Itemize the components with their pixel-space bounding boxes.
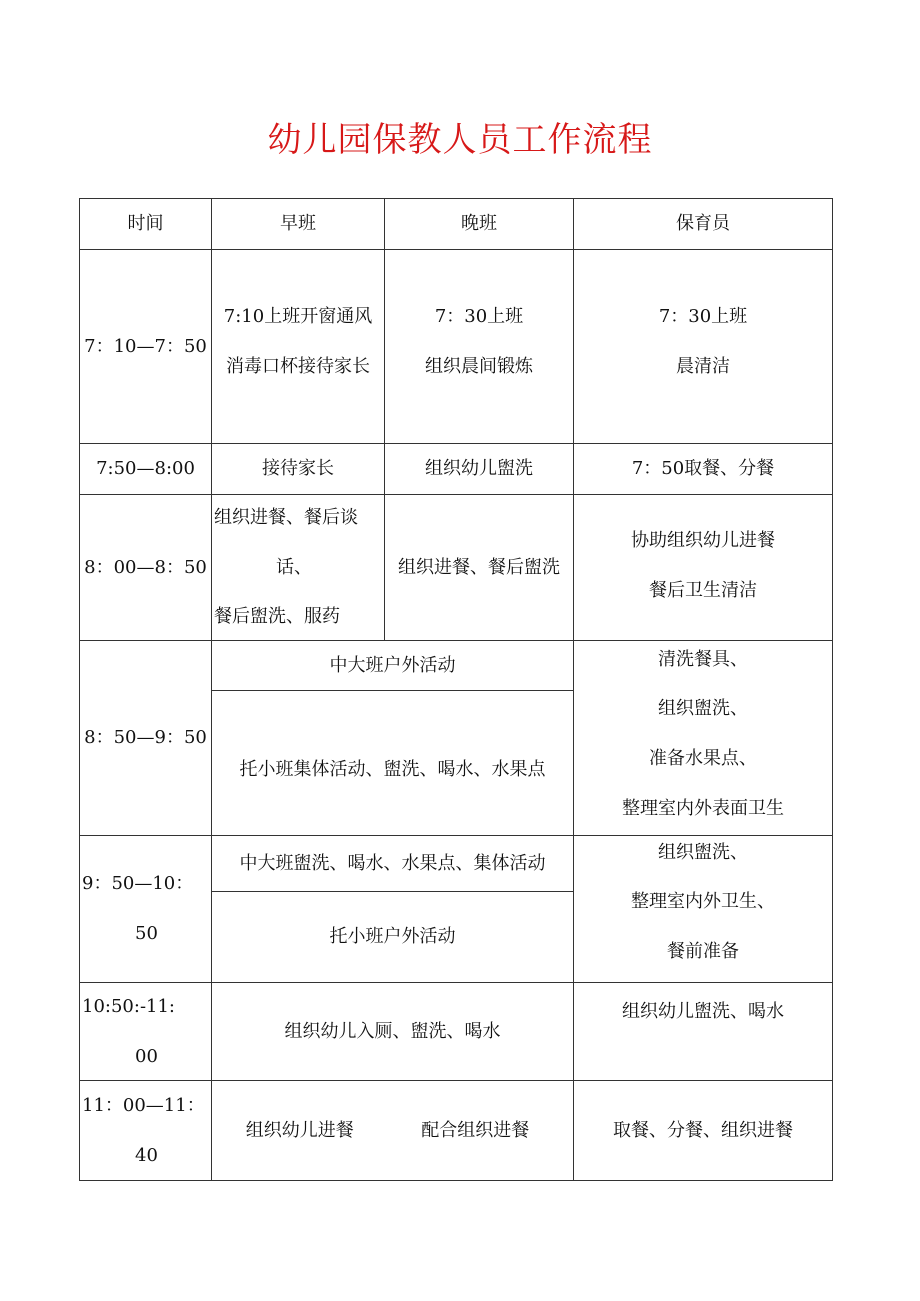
row-time xyxy=(80,1081,212,1181)
header-time: 时间 xyxy=(80,199,212,250)
row-shared-activity-bottom: 托小班户外活动 xyxy=(212,892,574,983)
table-row xyxy=(80,495,833,641)
cell-line: 托小班集体活动、盥洗、喝水、水果点 xyxy=(239,759,546,781)
cell-line: 协助组织幼儿进餐 xyxy=(631,529,775,551)
row-time: 8：00—8：50 xyxy=(80,495,212,641)
row-time: 8：50—9：50 xyxy=(80,641,212,836)
cell-line: 整理室内外表面卫生 xyxy=(622,797,784,819)
cell-line: 餐后盥洗、服药 xyxy=(214,606,340,628)
header-early-shift: 早班 xyxy=(212,199,385,250)
row-shared-activity: 组织幼儿入厕、盥洗、喝水 xyxy=(212,983,574,1081)
row-early-shift: 接待家长 xyxy=(212,444,385,495)
table-row xyxy=(80,641,833,691)
table-row xyxy=(80,250,833,444)
row-caregiver xyxy=(574,495,833,641)
cell-line: 7:10上班开窗通风 xyxy=(223,305,373,327)
cell-line: 10:50:-11: xyxy=(82,995,175,1017)
row-early-shift: 组织幼儿进餐 xyxy=(245,1119,354,1141)
row-time xyxy=(80,983,212,1081)
cell-line: 9：50—10： xyxy=(82,873,194,895)
cell-line: 7：30上班 xyxy=(434,305,524,327)
cell-line: 准备水果点、 xyxy=(649,748,757,769)
row-caregiver xyxy=(574,250,833,444)
cell-line: 11：00—11： xyxy=(82,1094,205,1116)
cell-line: 清洗餐具、 xyxy=(658,648,748,670)
cell-line: 组织盥洗、 xyxy=(658,841,748,863)
cell-line: 餐前准备 xyxy=(667,940,739,962)
table-row xyxy=(80,983,833,1081)
cell-line: 晨清洁 xyxy=(676,355,730,377)
row-early-shift xyxy=(212,495,385,641)
row-shared-activity-top: 中大班盥洗、喝水、水果点、集体活动 xyxy=(212,836,574,892)
cell-line: 00 xyxy=(135,1045,158,1067)
table-header-row xyxy=(80,199,833,250)
row-shared-activity-top: 中大班户外活动 xyxy=(212,641,574,691)
row-time xyxy=(80,836,212,983)
row-caregiver: 组织幼儿盥洗、喝水 xyxy=(574,983,833,1081)
document-title: 幼儿园保教人员工作流程 xyxy=(267,120,653,160)
row-caregiver: 取餐、分餐、组织进餐 xyxy=(574,1081,833,1181)
row-time: 7：10—7：50 xyxy=(80,250,212,444)
table-row xyxy=(80,836,833,892)
row-late-shift: 组织幼儿盥洗 xyxy=(385,444,574,495)
table-row xyxy=(80,1081,833,1181)
schedule-table xyxy=(79,198,833,1181)
row-late-shift xyxy=(385,250,574,444)
cell-line: 40 xyxy=(135,1144,158,1166)
cell-line: 组织盥洗、 xyxy=(658,698,748,720)
cell-line: 7：30上班 xyxy=(658,305,748,327)
cell-line: 消毒口杯接待家长 xyxy=(226,355,370,377)
cell-line: 50 xyxy=(135,923,158,944)
cell-line: 餐后卫生清洁 xyxy=(649,579,757,601)
table-row xyxy=(80,444,833,495)
row-late-shift: 组织进餐、餐后盥洗 xyxy=(385,495,574,641)
row-shared-activity-bottom xyxy=(212,691,574,836)
row-early-shift xyxy=(212,250,385,444)
cell-line: 话、 xyxy=(276,556,312,578)
cell-line: 整理室内外卫生、 xyxy=(631,891,775,913)
header-late-shift: 晚班 xyxy=(385,199,574,250)
row-early-late-shift xyxy=(212,1081,574,1181)
header-caregiver: 保育员 xyxy=(574,199,833,250)
row-caregiver xyxy=(574,836,833,983)
cell-line: 组织进餐、餐后谈 xyxy=(214,507,358,529)
row-late-shift: 配合组织进餐 xyxy=(421,1119,530,1141)
row-time: 7:50—8:00 xyxy=(80,444,212,495)
cell-line: 组织晨间锻炼 xyxy=(425,355,533,377)
row-caregiver: 7：50取餐、分餐 xyxy=(574,444,833,495)
row-caregiver xyxy=(574,641,833,836)
